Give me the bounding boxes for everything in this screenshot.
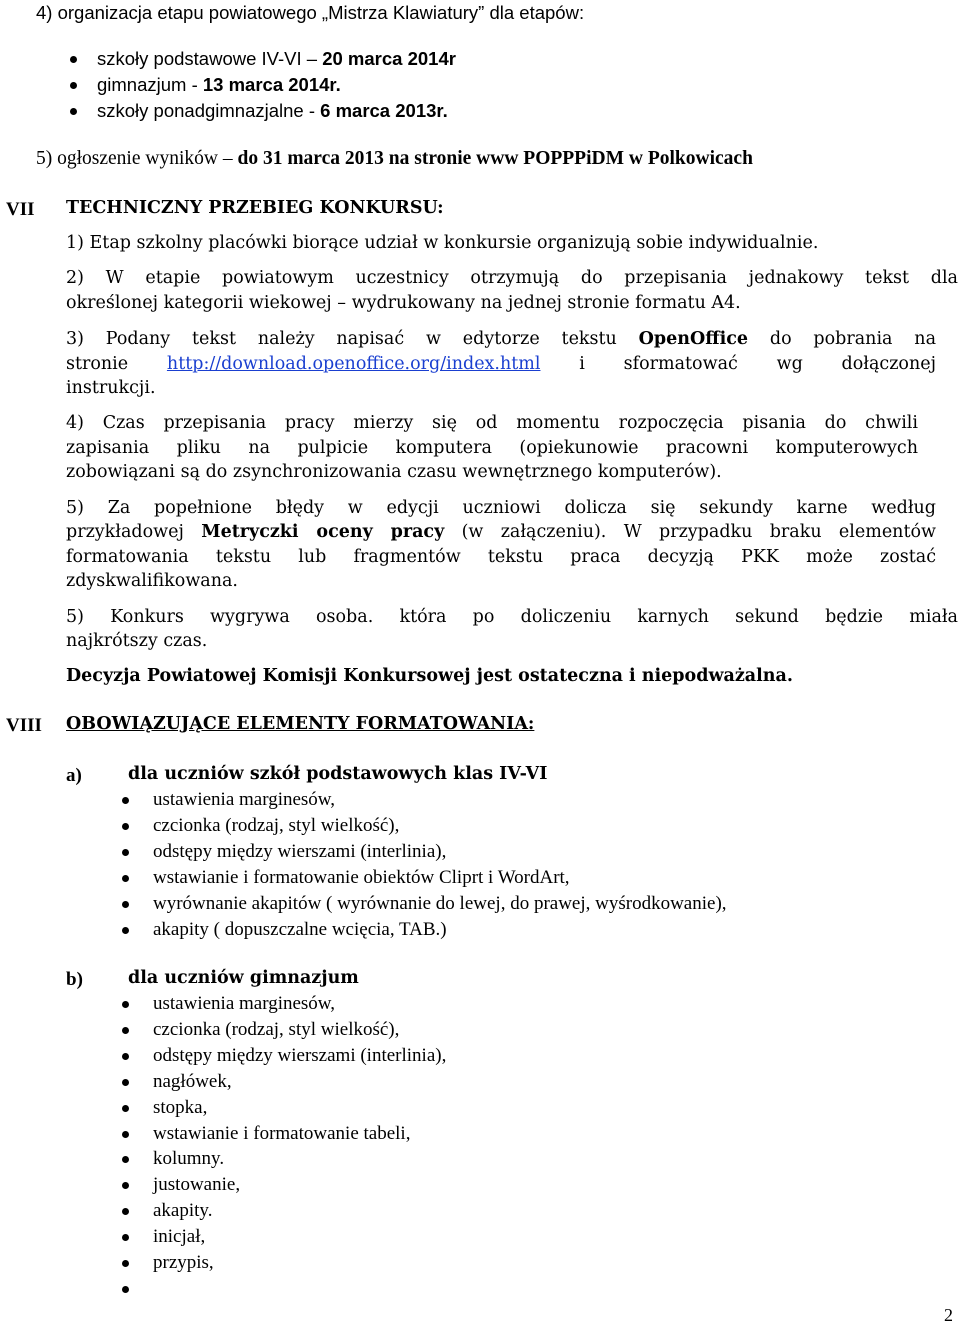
paragraph-2-line-1: 2) W etapie powiatowym uczestnicy otrzymują do przepisania jednakowy tekst dla	[66, 268, 958, 288]
paragraph-4-line-2: zapisania pliku na pulpicie komputera (opiekunowie pracowni komputerowych	[66, 438, 918, 458]
download-link[interactable]: http://download.openoffice.org/index.html	[166, 354, 541, 374]
category-a-title: dla uczniów szkół podstawowych klas IV-VI	[128, 764, 548, 784]
item-4-organization: 4) organizacja etapu powiatowego „Mistrza Klawiatury” dla etapów:	[36, 2, 585, 23]
bullet-icon	[122, 927, 129, 934]
formatting-item: justowanie,	[153, 1174, 241, 1196]
paragraph-1: 1) Etap szkolny placówki biorące udział w konkursie organizują sobie indywidualnie.	[66, 233, 819, 253]
bullet-icon	[70, 56, 77, 63]
formatting-item: akapity ( dopuszczalne wcięcia, TAB.)	[153, 918, 447, 940]
date-gymnasium: gimnazjum - 13 marca 2014r.	[97, 74, 341, 95]
bullet-icon	[122, 1260, 129, 1267]
formatting-item: kolumny.	[153, 1148, 225, 1170]
bullet-icon	[122, 1234, 129, 1241]
paragraph-5-line-2: przykładowej Metryczki oceny pracy (w załączeniu). W przypadku braku elementów	[66, 522, 936, 542]
formatting-item: czcionka (rodzaj, styl wielkość),	[153, 814, 400, 836]
paragraph-5-line-3: formatowania tekstu lub fragmentów tekstu praca decyzją PKK może zostać	[66, 547, 936, 567]
formatting-item: stopka,	[153, 1096, 208, 1118]
formatting-item: wstawianie i formatowanie tabeli,	[153, 1122, 411, 1144]
section-number-vii: VII	[6, 199, 35, 220]
formatting-item: ustawienia marginesów,	[153, 789, 336, 810]
paragraph-4-line-1: 4) Czas przepisania pracy mierzy się od momentu rozpoczęcia pisania do chwili	[66, 413, 918, 433]
formatting-item: wstawianie i formatowanie obiektów Cliprt i WordArt,	[153, 866, 570, 888]
formatting-item: ustawienia marginesów,	[153, 993, 336, 1014]
paragraph-5-line-4: zdyskwalifikowana.	[66, 571, 238, 591]
formatting-item: czcionka (rodzaj, styl wielkość),	[153, 1018, 400, 1040]
bullet-icon	[122, 1053, 129, 1060]
bullet-icon	[122, 901, 129, 908]
item-5-results: 5) ogłoszenie wyników – do 31 marca 2013 na stronie www POPPPiDM w Polkowicach	[36, 148, 753, 169]
bullet-icon	[70, 108, 77, 115]
bullet-icon	[122, 1001, 129, 1008]
page-number: 2	[944, 1305, 953, 1325]
bullet-icon	[122, 1156, 129, 1163]
paragraph-3-line-1: 3) Podany tekst należy napisać w edytorze tekstu OpenOffice do pobrania na	[66, 329, 937, 349]
category-a-letter: a)	[66, 765, 82, 786]
category-b-letter: b)	[66, 969, 83, 990]
bullet-icon	[122, 1079, 129, 1086]
formatting-item: odstępy między wierszami (interlinia),	[153, 840, 447, 862]
category-b-title: dla uczniów gimnazjum	[128, 968, 359, 988]
decision-statement: Decyzja Powiatowej Komisji Konkursowej jest ostateczna i niepodważalna.	[66, 666, 793, 686]
paragraph-2-line-2: określonej kategorii wiekowej – wydrukowany na jednej stronie formatu A4.	[66, 293, 741, 313]
paragraph-3-line-2: stronie http://download.openoffice.org/index.html i sformatować wg dołączonej	[66, 354, 937, 374]
section-heading-vii: TECHNICZNY PRZEBIEG KONKURSU:	[66, 198, 444, 218]
date-secondary-schools: szkoły ponadgimnazjalne - 6 marca 2013r.	[97, 100, 448, 121]
bullet-icon	[122, 1182, 129, 1189]
section-number-viii: VIII	[6, 715, 42, 736]
paragraph-5-line-1: 5) Za popełnione błędy w edycji uczniowi dolicza się sekundy karne według	[66, 498, 936, 518]
paragraph-3-line-3: instrukcji.	[66, 378, 156, 398]
bullet-icon	[122, 1027, 129, 1034]
formatting-item: nagłówek,	[153, 1070, 232, 1092]
formatting-item: wyrównanie akapitów ( wyrównanie do lewej, do prawej, wyśrodkowanie),	[153, 892, 727, 914]
bullet-icon	[122, 797, 129, 804]
bullet-icon	[122, 1131, 129, 1138]
paragraph-6-line-2: najkrótszy czas.	[66, 631, 208, 651]
bullet-icon	[122, 823, 129, 830]
bullet-icon	[122, 1105, 129, 1112]
formatting-item: inicjał,	[153, 1226, 206, 1248]
section-heading-viii: OBOWIĄZUJĄCE ELEMENTY FORMATOWANIA:	[66, 714, 535, 734]
bullet-icon	[122, 849, 129, 856]
formatting-item: odstępy między wierszami (interlinia),	[153, 1044, 447, 1066]
bullet-icon	[70, 82, 77, 89]
paragraph-4-line-3: zobowiązani są do zsynchronizowania czasu wewnętrznego komputerów).	[66, 462, 722, 482]
bullet-icon	[122, 1286, 129, 1293]
bullet-icon	[122, 1208, 129, 1215]
paragraph-6-line-1: 5) Konkurs wygrywa osoba. która po doliczeniu karnych sekund będzie miała	[66, 607, 958, 627]
formatting-item: akapity.	[153, 1200, 213, 1222]
bullet-icon	[122, 875, 129, 882]
date-primary-schools: szkoły podstawowe IV-VI – 20 marca 2014r	[97, 48, 456, 69]
formatting-item: przypis,	[153, 1252, 214, 1273]
